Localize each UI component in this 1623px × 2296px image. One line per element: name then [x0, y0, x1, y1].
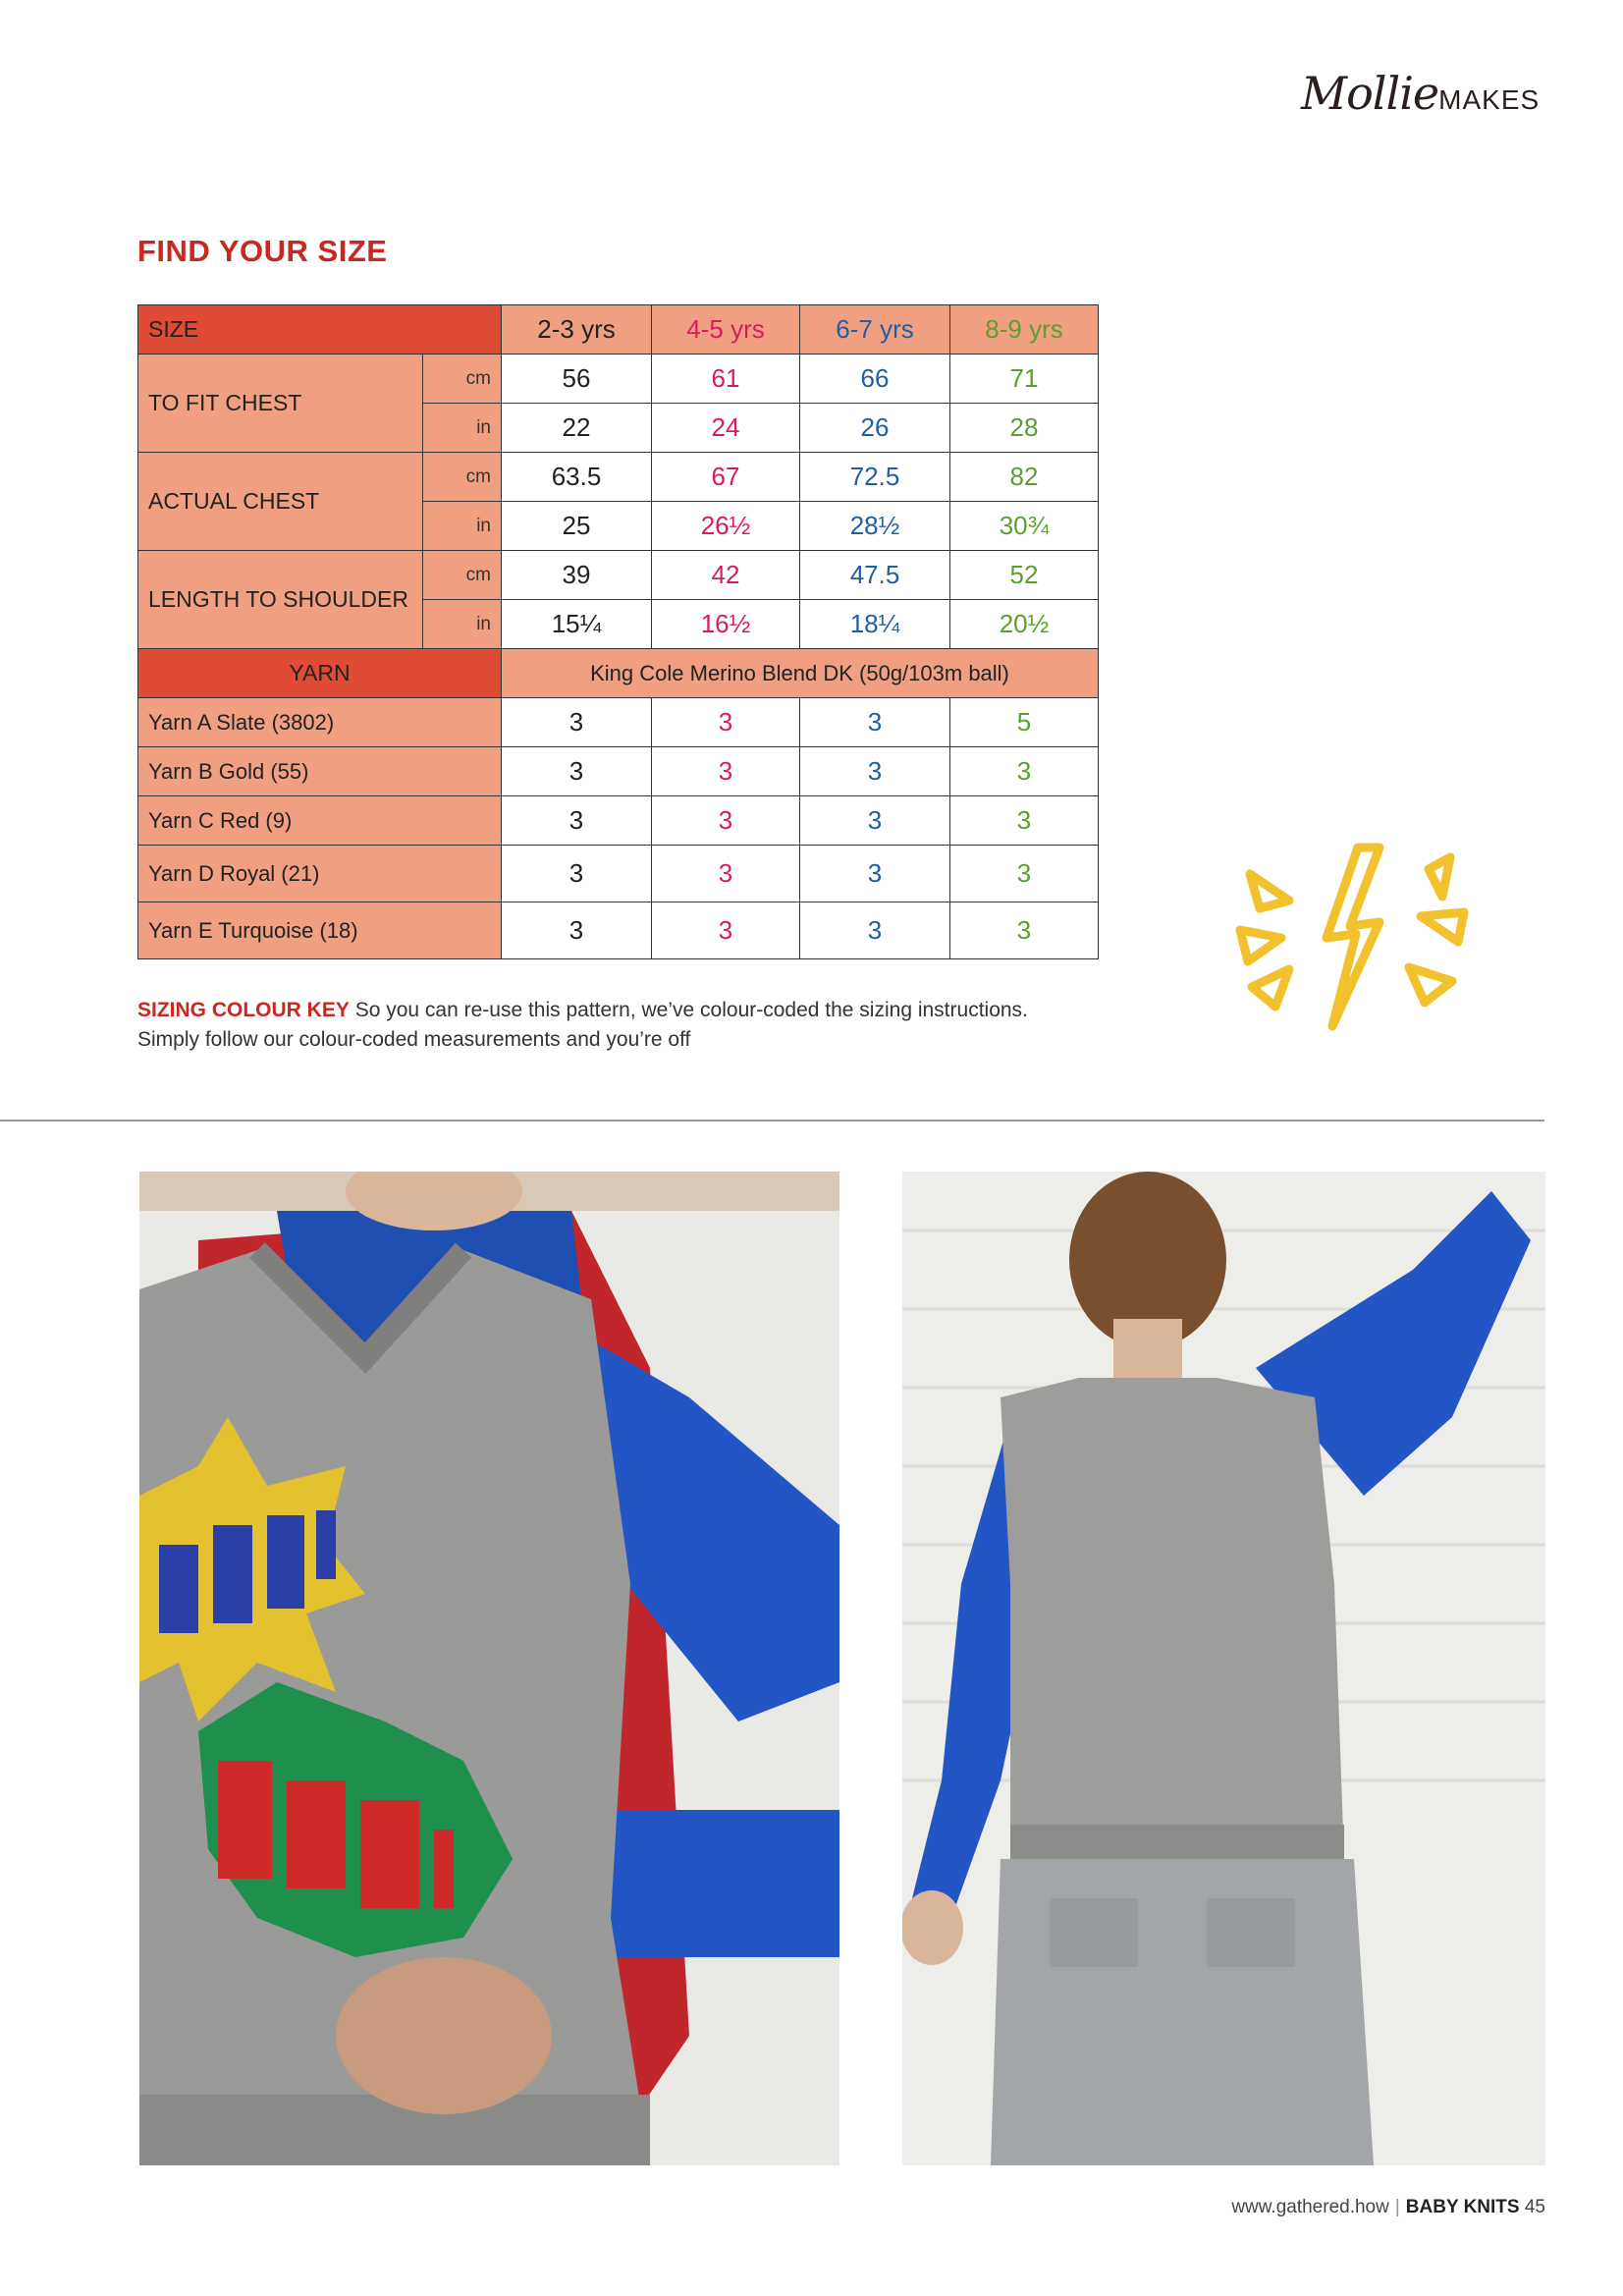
footer-page-number: 45 [1524, 2197, 1545, 2217]
table-row [138, 698, 1099, 747]
table-cell: 3 [502, 902, 652, 959]
size-header-3: 6-7 yrs [800, 305, 950, 355]
size-header-4: 8-9 yrs [950, 305, 1099, 355]
unit-label: cm [423, 355, 502, 404]
table-cell: 20½ [950, 600, 1099, 649]
table-cell: 42 [652, 551, 800, 600]
table-cell: 16½ [652, 600, 800, 649]
unit-label: cm [423, 551, 502, 600]
logo-script: Mollie [1301, 67, 1439, 120]
table-cell: 82 [950, 453, 1099, 502]
table-cell: 72.5 [800, 453, 950, 502]
table-cell: 56 [502, 355, 652, 404]
table-row [138, 355, 1099, 404]
logo-caps: MAKES [1438, 84, 1541, 115]
sizing-colour-key [137, 996, 1041, 1055]
key-title: SIZING COLOUR KEY [137, 999, 350, 1021]
table-row [138, 846, 1099, 902]
table-cell: 3 [800, 846, 950, 902]
footer-url[interactable]: www.gathered.how [1231, 2197, 1389, 2217]
table-row [138, 305, 1099, 355]
table-cell: 3 [652, 747, 800, 796]
unit-label: in [423, 502, 502, 551]
table-cell: 3 [800, 796, 950, 846]
table-cell: 61 [652, 355, 800, 404]
table-cell: 3 [950, 796, 1099, 846]
footer-magazine: BABY KNITS [1405, 2197, 1520, 2217]
size-header-1: 2-3 yrs [502, 305, 652, 355]
unit-label: in [423, 600, 502, 649]
table-cell: 71 [950, 355, 1099, 404]
size-header-label: SIZE [138, 305, 502, 355]
table-cell: 3 [800, 747, 950, 796]
size-header-2: 4-5 yrs [652, 305, 800, 355]
measurement-label: TO FIT CHEST [138, 355, 423, 453]
table-cell: 3 [502, 796, 652, 846]
table-row [138, 453, 1099, 502]
front-vest-photo [139, 1172, 839, 2165]
table-row [138, 796, 1099, 846]
yarn-label: Yarn B Gold (55) [138, 747, 502, 796]
table-cell: 24 [652, 404, 800, 453]
measurement-label: ACTUAL CHEST [138, 453, 423, 551]
table-cell: 3 [502, 846, 652, 902]
table-cell: 39 [502, 551, 652, 600]
table-row [138, 551, 1099, 600]
back-vest-photo [902, 1172, 1545, 2165]
table-cell: 3 [652, 902, 800, 959]
table-cell: 52 [950, 551, 1099, 600]
measurement-label: LENGTH TO SHOULDER [138, 551, 423, 649]
table-cell: 15¼ [502, 600, 652, 649]
table-row [138, 649, 1099, 698]
size-table [137, 304, 1099, 959]
yarn-label: Yarn C Red (9) [138, 796, 502, 846]
table-cell: 66 [800, 355, 950, 404]
table-cell: 63.5 [502, 453, 652, 502]
section-divider [0, 1120, 1544, 1121]
footer-separator: | [1394, 2197, 1400, 2217]
table-cell: 5 [950, 698, 1099, 747]
table-cell: 3 [652, 698, 800, 747]
table-cell: 3 [800, 698, 950, 747]
table-cell: 18¼ [800, 600, 950, 649]
table-cell: 25 [502, 502, 652, 551]
table-cell: 28 [950, 404, 1099, 453]
table-cell: 3 [950, 902, 1099, 959]
yarn-header-label: YARN [138, 649, 502, 698]
table-cell: 3 [950, 846, 1099, 902]
yarn-label: Yarn E Turquoise (18) [138, 902, 502, 959]
table-cell: 28½ [800, 502, 950, 551]
key-text: So you can re-use this pattern, we’ve colour-coded the sizing instructions. Simply follow our colour-coded measurements and you’re off [137, 999, 1028, 1051]
table-cell: 3 [950, 747, 1099, 796]
table-cell: 3 [800, 902, 950, 959]
table-cell: 3 [502, 698, 652, 747]
table-cell: 3 [502, 747, 652, 796]
mollie-makes-logo [1301, 67, 1546, 120]
unit-label: cm [423, 453, 502, 502]
yarn-note: King Cole Merino Blend DK (50g/103m ball) [502, 649, 1099, 698]
page-heading: FIND YOUR SIZE [137, 234, 388, 268]
table-cell: 30¾ [950, 502, 1099, 551]
table-cell: 26½ [652, 502, 800, 551]
unit-label: in [423, 404, 502, 453]
table-cell: 3 [652, 846, 800, 902]
table-cell: 3 [652, 796, 800, 846]
table-cell: 47.5 [800, 551, 950, 600]
lightning-bolt-icon [1232, 840, 1473, 1041]
yarn-label: Yarn A Slate (3802) [138, 698, 502, 747]
table-cell: 26 [800, 404, 950, 453]
table-cell: 67 [652, 453, 800, 502]
table-row [138, 902, 1099, 959]
table-row [138, 747, 1099, 796]
yarn-label: Yarn D Royal (21) [138, 846, 502, 902]
table-cell: 22 [502, 404, 652, 453]
page-footer [1231, 2197, 1545, 2218]
